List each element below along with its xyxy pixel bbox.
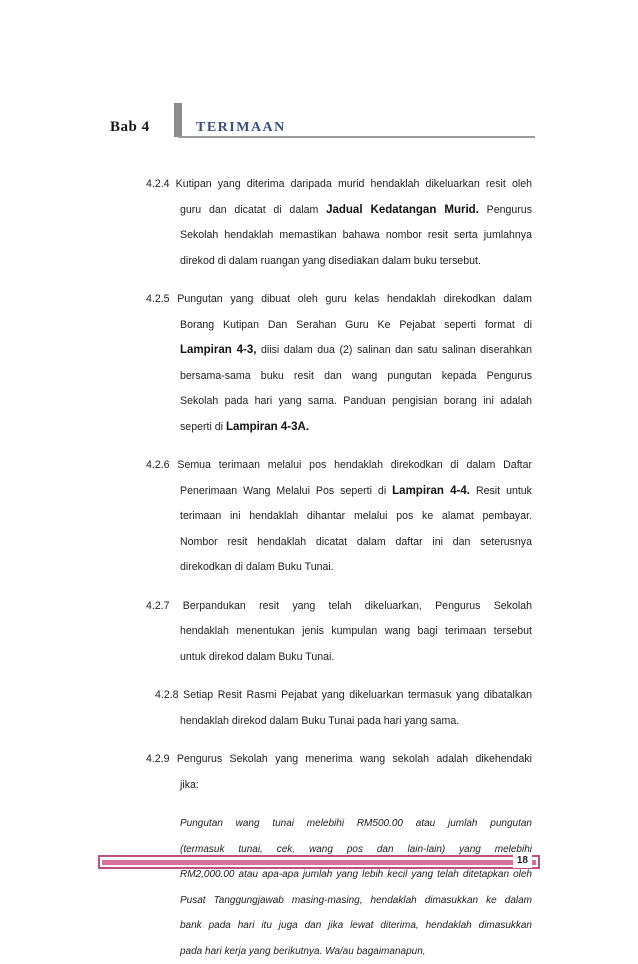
paragraph-2 — [146, 453, 532, 581]
chapter-title: TERIMAAN — [196, 120, 286, 136]
paragraph-line: 4.2.9 Pengurus Sekolah yang menerima wang sekolah adalah dikehendaki — [146, 747, 532, 773]
chapter-label: Bab 4 — [110, 119, 150, 136]
paragraph-line: 4.2.8 Setiap Resit Rasmi Pejabat yang dikeluarkan termasuk yang dibatalkan — [146, 683, 532, 709]
paragraph-line: Borang Kutipan Dan Serahan Guru Ke Pejabat seperti format di — [146, 313, 532, 339]
paragraph-line: Lampiran 4-3, diisi dalam dua (2) salinan dan satu salinan diserahkan — [146, 338, 532, 364]
paragraph-line: jika: — [146, 773, 532, 799]
bold-reference: Jadual Kedatangan Murid. — [326, 204, 479, 216]
paragraph-line: direkod di dalam ruangan yang disediakan dalam buku tersebut. — [146, 249, 532, 275]
paragraph-line: bersama-sama buku resit dan wang pungutan kepada Pengurus — [146, 364, 532, 390]
page-content — [146, 172, 532, 964]
paragraph-3 — [146, 594, 532, 671]
paragraph-list — [146, 172, 532, 798]
italic-line: Pusat Tanggungjawab masing-masing, hendaklah dimasukkan ke dalam — [180, 888, 532, 914]
italic-line: RM2,000.00 atau apa-apa jumlah yang lebih kecil yang telah ditetapkan oleh — [180, 862, 532, 888]
page-number: 18 — [513, 854, 532, 868]
paragraph-line: Penerimaan Wang Melalui Pos seperti di Lampiran 4-4. Resit untuk — [146, 479, 532, 505]
paragraph-line: guru dan dicatat di dalam Jadual Kedatangan Murid. Pengurus — [146, 198, 532, 224]
page-footer — [98, 855, 540, 869]
paragraph-line: 4.2.7 Berpandukan resit yang telah dikeluarkan, Pengurus Sekolah — [146, 594, 532, 620]
paragraph-line: 4.2.4 Kutipan yang diterima daripada murid hendaklah dikeluarkan resit oleh — [146, 172, 532, 198]
paragraph-line: hendaklah menentukan jenis kumpulan wang bagi terimaan tersebut — [146, 619, 532, 645]
chapter-header — [110, 103, 535, 145]
paragraph-line: Sekolah pada hari yang sama. Panduan pengisian borang ini adalah — [146, 389, 532, 415]
header-bar — [174, 103, 182, 137]
italic-line: Pungutan wang tunai melebihi RM500.00 atau jumlah pungutan — [180, 811, 532, 837]
paragraph-4 — [146, 683, 532, 734]
paragraph-line: direkodkan di dalam Buku Tunai. — [146, 555, 532, 581]
italic-line: (termasuk tunai, cek, wang pos dan lain-lain) yang melebihi — [180, 837, 532, 863]
bold-reference: Lampiran 4-3A. — [226, 421, 309, 433]
paragraph-line: terimaan ini hendaklah dihantar melalui pos ke alamat pembayar. — [146, 504, 532, 530]
paragraph-line: seperti di Lampiran 4-3A. — [146, 415, 532, 441]
header-rule — [178, 136, 535, 138]
paragraph-line: 4.2.5 Pungutan yang dibuat oleh guru kelas hendaklah direkodkan dalam — [146, 287, 532, 313]
bold-reference: Lampiran 4-3, — [180, 344, 256, 356]
paragraph-line: 4.2.6 Semua terimaan melalui pos hendaklah direkodkan di dalam Daftar — [146, 453, 532, 479]
bold-reference: Lampiran 4-4. — [392, 485, 470, 497]
paragraph-line: hendaklah direkod dalam Buku Tunai pada hari yang sama. — [146, 709, 532, 735]
paragraph-5 — [146, 747, 532, 798]
italic-line: pada hari kerja yang berikutnya. Wa/au bagaimanapun, — [180, 939, 532, 964]
italic-line: bank pada hari itu juga dan jika lewat diterima, hendaklah dimasukkan — [180, 913, 532, 939]
footer-band — [102, 860, 536, 865]
paragraph-line: Sekolah hendaklah memastikan bahawa nombor resit serta jumlahnya — [146, 223, 532, 249]
paragraph-line: Nombor resit hendaklah dicatat dalam daftar ini dan seterusnya — [146, 530, 532, 556]
paragraph-line: untuk direkod dalam Buku Tunai. — [146, 645, 532, 671]
paragraph-1 — [146, 287, 532, 440]
paragraph-0 — [146, 172, 532, 274]
italic-block — [146, 811, 532, 964]
